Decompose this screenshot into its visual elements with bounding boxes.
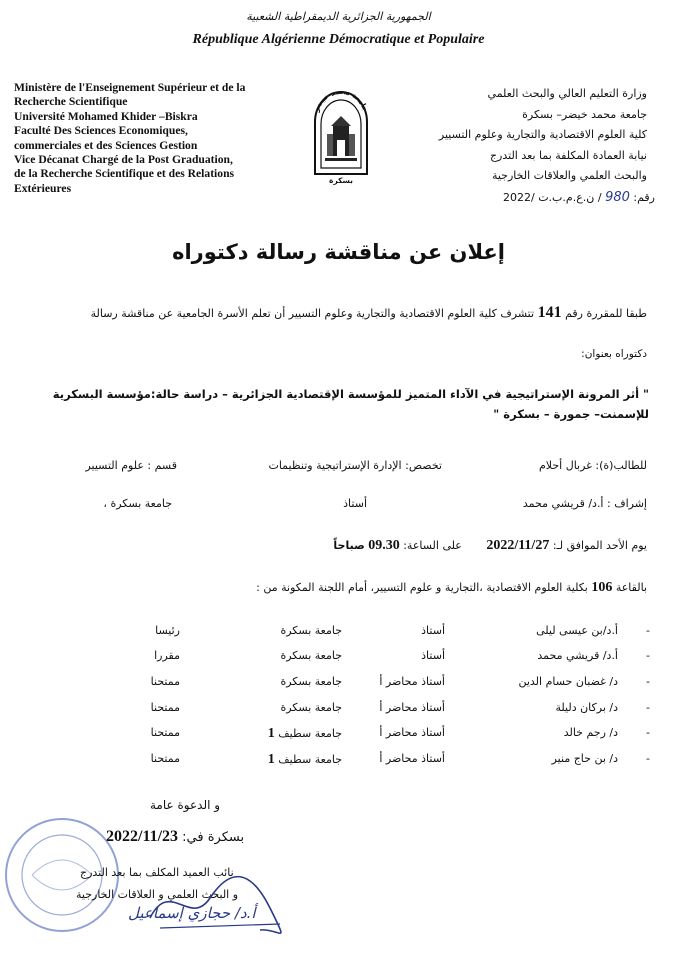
logo-text-top: جامعة محمد خيضر xyxy=(312,87,370,113)
supervisor-name: إشراف : أ.د/ قريشي محمد xyxy=(522,497,647,510)
jury-role: مقررا xyxy=(154,649,180,662)
time-suffix: صباحاً xyxy=(333,539,365,552)
venue-after: بكلية العلوم الاقتصادية ،التجارية و علوم التسيير، أمام اللجنة المكونة من : xyxy=(256,581,588,594)
header-fr-line: Université Mohamed Khider –Biskra xyxy=(14,109,198,123)
jury-name: أ.د/ قريشي محمد xyxy=(537,649,618,662)
header-fr-line: de la Recherche Scientifique et des Relations xyxy=(14,167,235,181)
supervisor-row xyxy=(47,497,647,517)
ref-number-handwritten: 980 xyxy=(605,190,630,205)
logo-text-bottom: بسكرة xyxy=(329,176,353,185)
place-label: بسكرة في: xyxy=(182,830,245,845)
student-name: للطالب(ة): غربال أحلام xyxy=(538,459,647,472)
jury-rank: أستاذ محاضر أ xyxy=(379,726,445,739)
jury-dash: - xyxy=(646,649,650,662)
jury-dash: - xyxy=(646,624,650,637)
student-row xyxy=(47,459,647,479)
jury-name: د/ غضبان حسام الدين xyxy=(518,675,618,688)
ref-code: / ن.ع.م.ب.ت /2022 xyxy=(503,191,602,204)
intro-continuation: دكتوراه بعنوان: xyxy=(581,348,647,360)
header-fr-line: Vice Décanat Chargé de la Post Graduation, xyxy=(14,153,233,167)
handwritten-signature-icon xyxy=(140,858,290,938)
header-ar-line: نيابة العمادة المكلفة بما بعد التدرج xyxy=(489,148,647,162)
defense-schedule xyxy=(47,538,647,554)
public-invitation: و الدعوة عامة xyxy=(150,798,221,812)
room-number: 106 xyxy=(591,580,613,595)
jury-role: رئيسا xyxy=(155,624,180,637)
header-ar-line: وزارة التعليم العالي والبحث العلمي xyxy=(487,87,647,100)
intro-paragraph xyxy=(27,304,647,322)
jury-university: جامعة بسكرة xyxy=(280,701,342,714)
jury-university: جامعة بسكرة xyxy=(280,649,342,662)
signer-title-line2: و البحث العلمي و العلاقات الخارجية xyxy=(76,888,239,901)
signer-title-line1: نائب العميد المكلف بما بعد التدرج xyxy=(80,866,234,879)
jury-dash: - xyxy=(646,726,650,739)
header-fr-line: Ministère de l'Enseignement Supérieur et de la xyxy=(14,81,246,94)
header-fr-line: Faculté Des Sciences Economiques, xyxy=(14,124,188,138)
thesis-title: " أثر المرونة الإستراتيجية في الآداء المتميز للمؤسسة الإقتصادية الجزائرية – دراسة حالة:مؤسسة البسكرية للإسمنت– جمورة – بسكرة " xyxy=(52,387,649,421)
jury-dash: - xyxy=(646,675,650,688)
venue-line xyxy=(47,580,647,596)
jury-name: د/ بركان دليلة xyxy=(555,701,618,714)
jury-role: ممتحنا xyxy=(150,752,180,765)
decision-number: 141 xyxy=(537,304,562,321)
jury-name: د/ بن حاج منير xyxy=(551,752,618,765)
jury-row xyxy=(90,726,650,744)
jury-rank: أستاذ محاضر أ xyxy=(379,675,445,688)
republic-title-ar: الجمهورية الجزائرية الديمقراطية الشعبية xyxy=(246,10,431,23)
time-label: على الساعة: xyxy=(403,539,462,552)
header-fr-line: commerciales et des Sciences Gestion xyxy=(14,138,198,152)
venue-before: بالقاعة xyxy=(615,581,647,594)
header-ar-line: جامعة محمد خيضر– بسكرة xyxy=(522,107,647,121)
jury-rank: أستاذ xyxy=(421,649,445,662)
svg-text:جامعة محمد خيضر xyxy=(312,88,370,114)
defense-date: 2022/11/27 xyxy=(486,538,550,553)
jury-rank: أستاذ محاضر أ xyxy=(379,752,445,765)
jury-rank: أستاذ محاضر أ xyxy=(379,701,445,714)
jury-name: د/ رجم خالد xyxy=(563,726,618,739)
ministry-header-fr xyxy=(14,81,314,196)
ref-label: رقم: xyxy=(633,191,655,204)
supervisor-university: جامعة بسكرة ، xyxy=(103,497,172,510)
defense-time: 09.30 xyxy=(368,538,400,553)
student-specialty: تخصص: الإدارة الإستراتيجية وتنظيمات xyxy=(268,459,442,472)
intro-after: تتشرف كلية العلوم الاقتصادية والتجارية وعلوم التسيير أن تعلم الأسرة الجامعية عن مناقشة رسالة xyxy=(90,307,535,320)
jury-university: جامعة بسكرة xyxy=(280,675,342,688)
jury-university: جامعة سطيف 1 xyxy=(267,726,342,741)
header-fr-line: Recherche Scientifique xyxy=(14,95,128,109)
jury-name: أ.د/بن عيسى ليلى xyxy=(536,624,618,637)
jury-university: جامعة بسكرة xyxy=(280,624,342,637)
jury-dash: - xyxy=(646,752,650,765)
header-ar-line: كلية العلوم الاقتصادية والتجارية وعلوم التسيير xyxy=(438,128,647,141)
place-date xyxy=(106,828,244,846)
header-fr-line: Extérieures xyxy=(14,181,72,195)
header-ar-line: والبحث العلمي والعلاقات الخارجية xyxy=(491,169,647,182)
jury-row xyxy=(90,752,650,770)
supervisor-rank: أستاذ xyxy=(343,497,367,510)
signer-name: أ.د/ حجازي إسماعيل xyxy=(128,904,256,922)
jury-row xyxy=(90,649,650,667)
day-label: يوم الأحد الموافق لـ: xyxy=(552,539,647,552)
page-title: إعلان عن مناقشة رسالة دكتوراه xyxy=(172,240,505,264)
jury-row xyxy=(90,701,650,719)
reference-number xyxy=(395,190,655,205)
jury-row xyxy=(90,675,650,693)
student-department: قسم : علوم التسيير xyxy=(85,459,177,472)
jury-dash: - xyxy=(646,701,650,714)
signature-date: 2022/11/23 xyxy=(106,828,179,845)
jury-role: ممتحنا xyxy=(150,675,180,688)
jury-role: ممتحنا xyxy=(150,701,180,714)
jury-role: ممتحنا xyxy=(150,726,180,739)
university-logo-icon xyxy=(309,82,373,190)
jury-rank: أستاذ xyxy=(421,624,445,637)
jury-university: جامعة سطيف 1 xyxy=(267,752,342,767)
intro-before: طبقا للمقررة رقم xyxy=(565,307,647,320)
ministry-header-ar xyxy=(417,84,647,187)
jury-row xyxy=(90,624,650,642)
republic-title-fr: République Algérienne Démocratique et Populaire xyxy=(192,32,485,47)
